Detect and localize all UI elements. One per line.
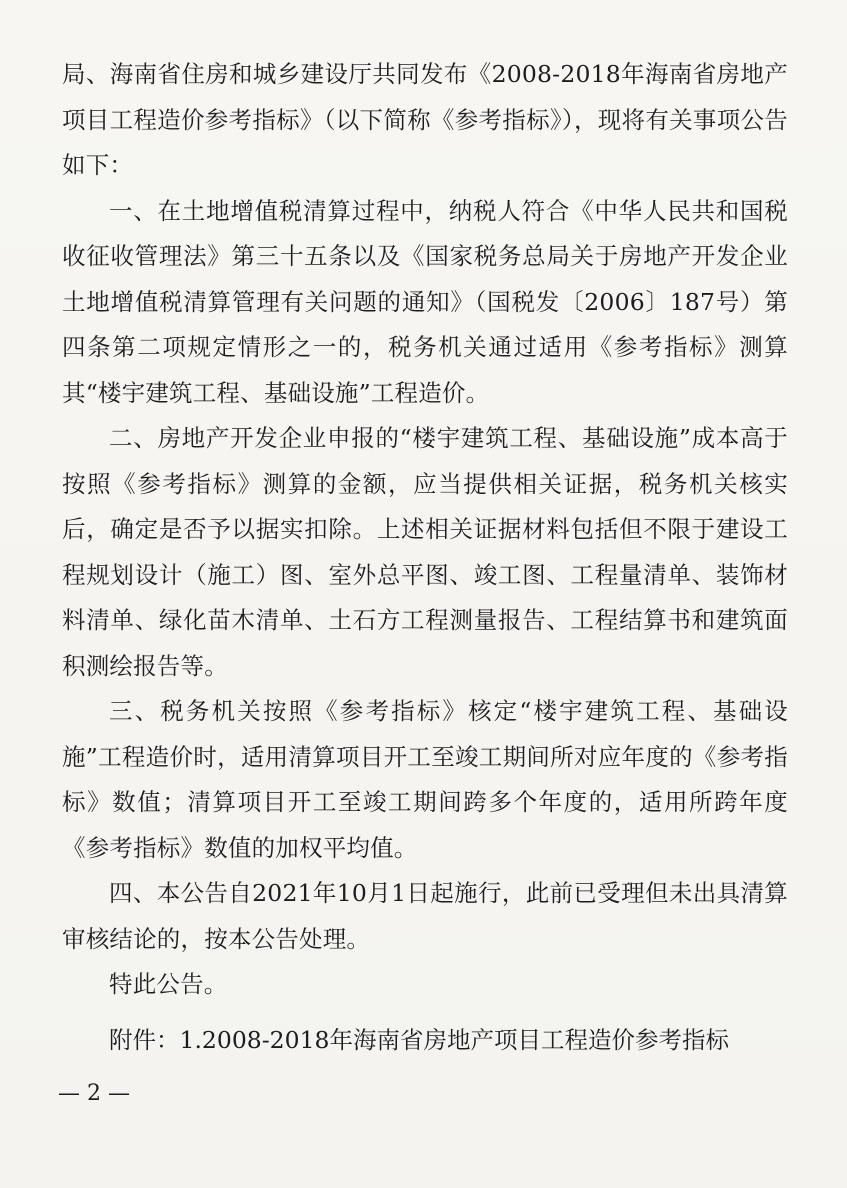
page-number: — 2 — (58, 1081, 130, 1106)
paragraph-intro-continuation: 局、海南省住房和城乡建设厅共同发布《2008-2018年海南省房地产项目工程造价参考指标》（以下简称《参考指标》），现将有关事项公告如下： (62, 60, 788, 179)
paragraph-item-1: 一、在土地增值税清算过程中，纳税人符合《中华人民共和国税收征收管理法》第三十五条以及《国家税务总局关于房地产开发企业土地增值税清算管理有关问题的通知》（国税发〔2006〕187号）第四条第二项规定情形之一的，税务机关通过适用《参考指标》测算其“楼宇建筑工程、基础设施”工程造价。 (62, 196, 788, 407)
paragraph-item-2: 二、房地产开发企业申报的“楼宇建筑工程、基础设施”成本高于按照《参考指标》测算的金额，应当提供相关证据，税务机关核实后，确定是否予以据实扣除。上述相关证据材料包括但不限于建设工程规划设计（施工）图、室外总平图、竣工图、工程量清单、装饰材料清单、绿化苗木清单、土石方工程测量报告、工程结算书和建筑面积测绘报告等。 (62, 424, 788, 680)
paragraph-item-4: 四、本公告自2021年10月1日起施行，此前已受理但未出具清算审核结论的，按本公告处理。 (62, 879, 788, 953)
paragraph-closing: 特此公告。 (109, 970, 228, 998)
paragraph-item-3: 三、税务机关按照《参考指标》核定“楼宇建筑工程、基础设施”工程造价时，适用清算项目开工至竣工期间所对应年度的《参考指标》数值；清算项目开工至竣工期间跨多个年度的，适用所跨年度《参考指标》数值的加权平均值。 (62, 697, 788, 862)
document-body (62, 52, 788, 1008)
attachment-line: 附件：1.2008-2018年海南省房地产项目工程造价参考指标 (109, 1026, 729, 1054)
